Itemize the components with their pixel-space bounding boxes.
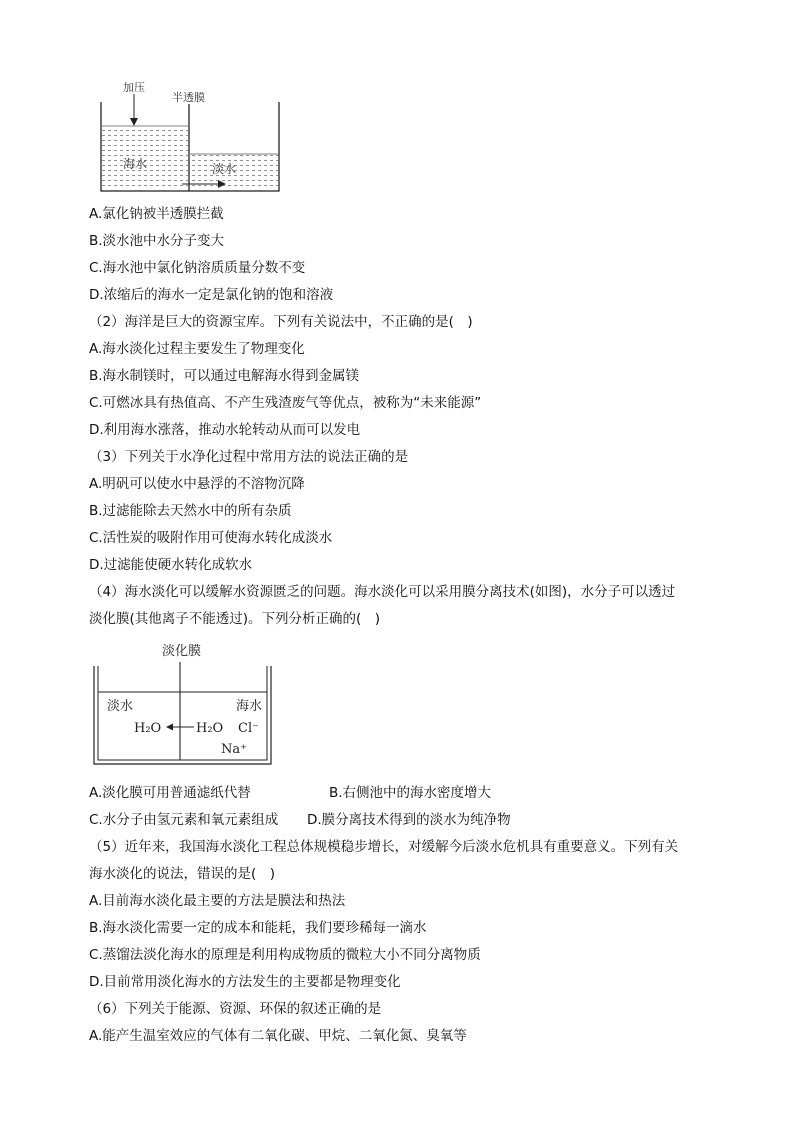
q6-option-a: A.能产生温室效应的气体有二氧化碳、甲烷、二氧化氮、臭氧等 <box>89 1028 467 1044</box>
label-seawater: 海水 <box>123 157 148 171</box>
q2-option-d: D.利用海水涨落，推动水轮转动从而可以发电 <box>89 422 361 438</box>
label-h2o-left: H₂O <box>134 721 162 736</box>
q1-option-b: B.淡水池中水分子变大 <box>89 233 225 249</box>
q2-option-b: B.海水制镁时，可以通过电解海水得到金属镁 <box>89 368 360 384</box>
q1-option-d: D.浓缩后的海水一定是氯化钠的饱和溶液 <box>89 287 334 303</box>
label-membrane: 半透膜 <box>172 91 205 104</box>
label-seawater-2: 海水 <box>236 699 263 714</box>
q5-option-a: A.目前海水淡化最主要的方法是膜法和热法 <box>89 893 346 909</box>
q3-option-d: D.过滤能使硬水转化成软水 <box>89 557 253 573</box>
q5-stem-line1: （5）近年来，我国海水淡化工程总体规模稳步增长，对缓解今后淡水危机具有重要意义。下列有关 <box>89 839 679 855</box>
label-pressure: 加压 <box>123 81 145 94</box>
q1-option-c: C.海水池中氯化钠溶质质量分数不变 <box>89 260 306 276</box>
q4-option-c: C.水分子由氢元素和氧元素组成 <box>89 812 279 828</box>
q5-option-b: B.海水淡化需要一定的成本和能耗，我们要珍稀每一滴水 <box>89 920 427 936</box>
q4-stem-line1: （4）海水淡化可以缓解水资源匮乏的问题。海水淡化可以采用膜分离技术(如图)，水分子可以透过 <box>89 584 676 600</box>
q5-option-c: C.蒸馏法淡化海水的原理是利用构成物质的微粒大小不同分离物质 <box>89 947 481 963</box>
q2-stem: （2）海洋是巨大的资源宝库。下列有关说法中，不正确的是( ) <box>89 314 473 330</box>
q4-option-d: D.膜分离技术得到的淡水为纯净物 <box>307 812 511 828</box>
q2-option-a: A.海水淡化过程主要发生了物理变化 <box>89 341 305 357</box>
label-freshwater-2: 淡水 <box>107 699 134 714</box>
figure-desalination-membrane <box>90 640 275 770</box>
label-sodium: Na⁺ <box>221 742 247 757</box>
figure-reverse-osmosis <box>90 78 290 196</box>
q5-option-d: D.目前常用淡化海水的方法发生的主要都是物理变化 <box>89 974 401 990</box>
label-h2o-right: H₂O <box>196 721 224 736</box>
q3-stem: （3）下列关于水净化过程中常用方法的说法正确的是 <box>89 449 409 465</box>
q3-option-a: A.明矾可以使水中悬浮的不溶物沉降 <box>89 476 305 492</box>
label-chloride: Cl⁻ <box>238 721 259 736</box>
q4-stem-line2: 淡化膜(其他离子不能透过)。下列分析正确的( ) <box>89 611 381 627</box>
q1-option-a: A.氯化钠被半透膜拦截 <box>89 206 224 222</box>
label-desalination-membrane: 淡化膜 <box>162 644 202 659</box>
q4-option-a: A.淡化膜可用普通滤纸代替 <box>89 785 251 801</box>
q2-option-c: C.可燃冰具有热值高、不产生残渣废气等优点，被称为“未来能源” <box>89 395 482 411</box>
q3-option-c: C.活性炭的吸附作用可使海水转化成淡水 <box>89 530 333 546</box>
arrow-down-icon <box>130 118 138 126</box>
label-freshwater: 淡水 <box>212 162 237 176</box>
q4-option-b: B.右侧池中的海水密度增大 <box>329 785 492 801</box>
arrow-left-icon <box>166 724 173 731</box>
q3-option-b: B.过滤能除去天然水中的所有杂质 <box>89 503 292 519</box>
q5-stem-line2: 海水淡化的说法，错误的是( ) <box>89 866 276 882</box>
q6-stem: （6）下列关于能源、资源、环保的叙述正确的是 <box>89 1001 382 1017</box>
